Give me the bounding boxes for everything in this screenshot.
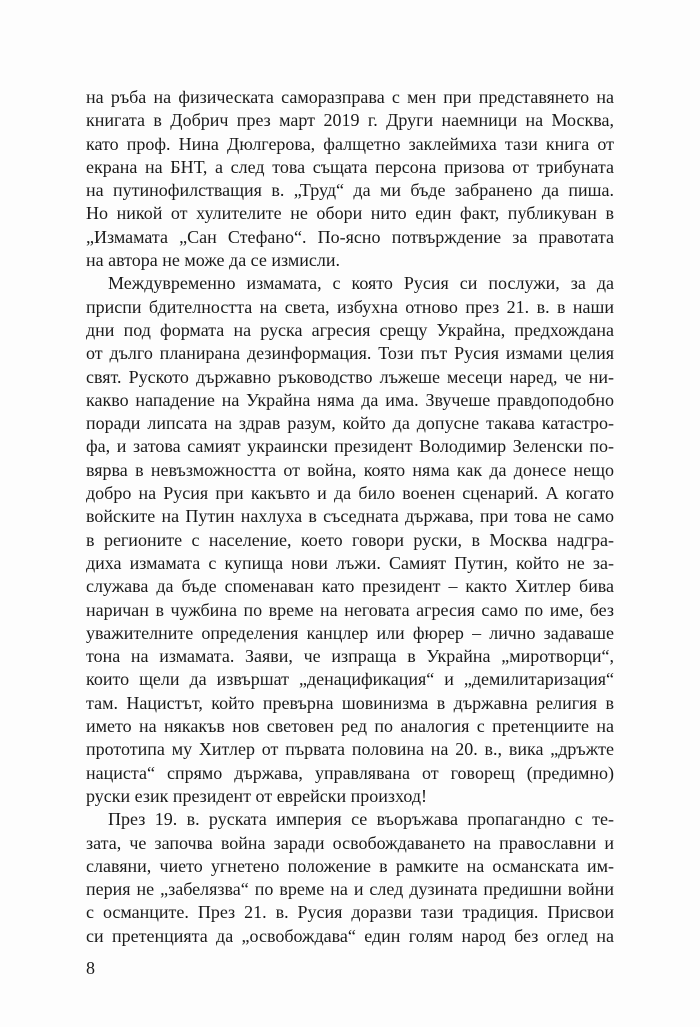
text-line: зата, че започва война заради освобождаването на православни и: [86, 832, 614, 853]
text-line: уважителните определения канцлер или фюрер – лично задаваше: [86, 622, 614, 643]
text-line: от дълго планирана дезинформация. Този път Русия измами целия: [86, 343, 614, 364]
body-text: [86, 86, 614, 948]
text-line: на автора не може да се измисли.: [86, 250, 340, 271]
text-line: славяни, чието угнетено положение в рамките на османската им-: [86, 855, 614, 876]
text-line: на путинофилстващия в. „Труд“ да ми бъде забранено да пиша.: [86, 180, 614, 201]
text-line: служава да бъде споменаван като президент – както Хитлер бива: [86, 576, 614, 597]
page-number: 8: [86, 958, 95, 978]
text-line: си претенцията да „освобождава“ един голям народ без оглед на: [86, 925, 614, 946]
text-line: наричан в чужбина по време на неговата агресия само по име, без: [86, 599, 614, 620]
text-line: какво нападение на Украйна няма да има. Звучеше правдоподобно: [86, 389, 614, 410]
text-line: там. Нацистът, който превърна шовинизма в държавна религия в: [86, 692, 614, 713]
text-line: свят. Руското държавно ръководство лъжеше месеци наред, че ни-: [86, 366, 614, 387]
text-line: в регионите с население, което говори руски, в Москва надгра-: [86, 529, 614, 550]
text-line: които щели да извършат „денацификация“ и „демилитаризация“: [86, 669, 614, 690]
text-line: През 19. в. руската империя се въоръжава пропагандно с те-: [108, 809, 614, 830]
text-line: Междувременно измамата, с която Русия си послужи, за да: [108, 273, 614, 294]
text-line: с османците. През 21. в. Русия доразви тази традиция. Присвои: [86, 902, 614, 923]
text-line: приспи бдителността на света, избухна отново през 21. в. в наши: [86, 296, 614, 317]
text-line: фа, и затова самият украински президент Володимир Зеленски по-: [86, 436, 614, 457]
text-line: на ръба на физическата саморазправа с мен при представянето на: [86, 87, 614, 107]
text-line: прототипа му Хитлер от първата половина на 20. в., вика „дръжте: [86, 739, 614, 760]
text-line: тона на измамата. Заяви, че изпраща в Украйна „миротворци“,: [86, 646, 614, 667]
text-line: дни под формата на руска агресия срещу Украйна, предхождана: [86, 319, 614, 340]
text-line: като проф. Нина Дюлгерова, фалщетно заклеймиха тази книга от: [86, 133, 614, 154]
text-line: перия не „забелязва“ по време на и след дузината предишни войни: [86, 879, 614, 900]
text-line: нациста“ спрямо държава, управлявана от говорещ (предимно): [86, 762, 614, 783]
text-line: Но никой от хулителите не обори нито един факт, публикуван в: [86, 203, 614, 224]
text-line: книгата в Добрич през март 2019 г. Други наемници на Москва,: [86, 110, 614, 131]
text-line: диха измамата с купища нови лъжи. Самият Путин, който не за-: [86, 552, 614, 573]
text-line: екрана на БНТ, а след това същата персона призова от трибуната: [86, 156, 614, 177]
text-line: вярва в невъзможността от война, която няма как да донесе нещо: [86, 459, 614, 480]
text-line: войските на Путин нахлуха в съседната държава, при това не само: [86, 506, 614, 527]
text-line: руски език президент от еврейски произход!: [86, 785, 427, 806]
text-line: добро на Русия при какъвто и да било военен сценарий. А когато: [86, 483, 614, 504]
text-line: „Измамата „Сан Стефано“. По-ясно потвърждение за правотата: [86, 226, 614, 247]
text-line: името на някакъв нов световен ред по аналогия с претенциите на: [86, 716, 614, 737]
text-line: поради липсата на здрав разум, който да допусне такава катастро-: [86, 413, 614, 434]
